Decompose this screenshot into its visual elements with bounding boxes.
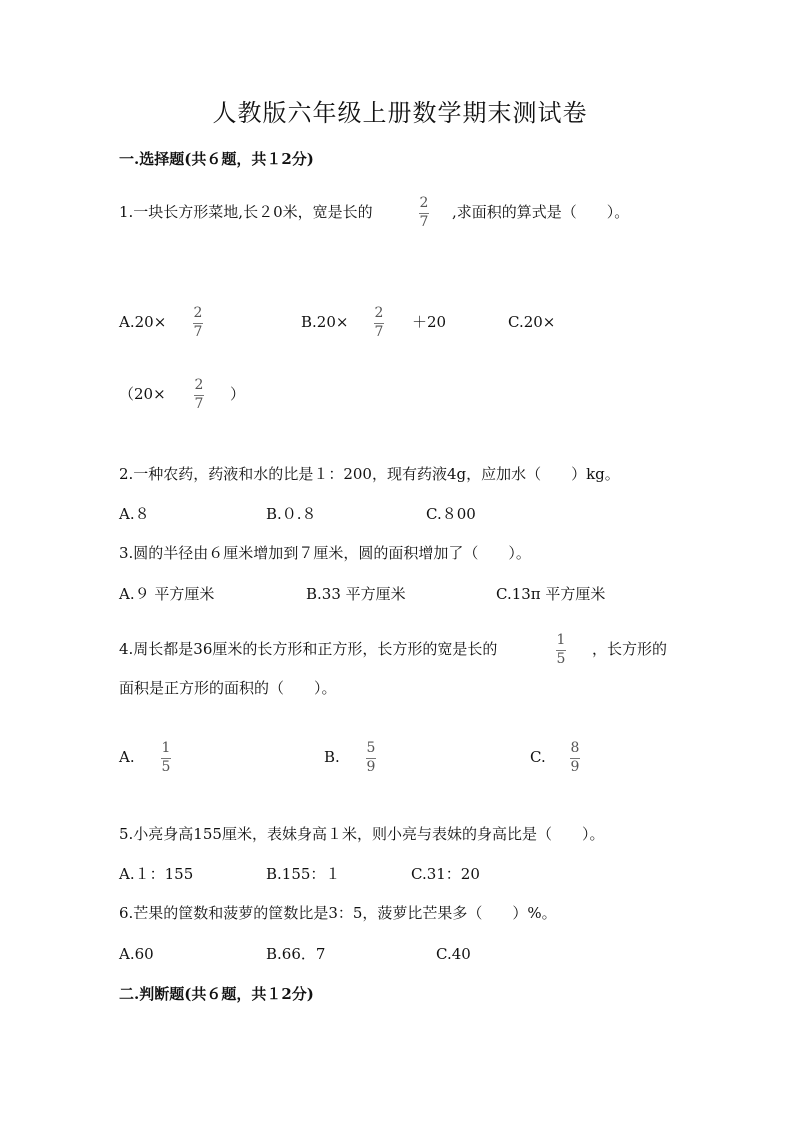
q4-option-a-fraction	[161, 741, 171, 775]
q1-option-c-close: ）	[230, 385, 246, 403]
fraction-numerator: 1	[556, 632, 566, 648]
q5-option-b[interactable]: B.155：１	[266, 865, 341, 883]
q1-option-b[interactable]: B.20×	[301, 313, 349, 331]
q6-stem: 6.芒果的筐数和菠萝的筐数比是3：5，菠萝比芒果多（ ）%。	[119, 904, 557, 922]
q1-fraction-numerator: 2	[419, 195, 429, 211]
fraction-numerator: 2	[374, 305, 384, 321]
q4-fraction	[556, 633, 566, 667]
q4-stem-line2: 面积是正方形的面积的（ ）。	[119, 679, 337, 697]
q1-option-c-fraction	[194, 378, 204, 412]
q2-stem: 2.一种农药，药液和水的比是１：200，现有药液4g，应加水（ ）kg。	[119, 465, 620, 483]
q1-option-b-suffix: ＋20	[412, 313, 447, 331]
fraction-denominator: 9	[366, 759, 376, 775]
fraction-denominator: 5	[161, 759, 171, 775]
q1-fraction-denominator: 7	[419, 214, 429, 230]
fraction-numerator: 8	[570, 740, 580, 756]
q2-option-c[interactable]: C.８00	[426, 505, 476, 523]
fraction-numerator: 2	[193, 305, 203, 321]
fraction-numerator: 2	[194, 377, 204, 393]
q4-option-c[interactable]: C.	[530, 748, 546, 766]
q1-stem-part2: ,求面积的算式是（ ）。	[452, 203, 630, 221]
q3-option-c[interactable]: C.13π 平方厘米	[496, 585, 606, 603]
q4-stem-part2: ，长方形的	[592, 640, 668, 658]
q1-option-a[interactable]: A.20×	[119, 313, 167, 331]
q5-stem: 5.小亮身高155厘米，表妹身高１米，则小亮与表妹的身高比是（ ）。	[119, 825, 605, 843]
page-title: 人教版六年级上册数学期末测试卷	[212, 99, 588, 127]
q5-option-a[interactable]: A.１：155	[119, 865, 194, 883]
q2-option-b[interactable]: B.０.８	[266, 505, 317, 523]
q6-option-b[interactable]: B.66．7	[266, 945, 326, 963]
q3-option-b[interactable]: B.33 平方厘米	[306, 585, 406, 603]
fraction-denominator: 7	[193, 324, 203, 340]
fraction-denominator: 5	[556, 651, 566, 667]
q3-option-a[interactable]: A.９ 平方厘米	[119, 585, 215, 603]
q6-option-a[interactable]: A.60	[119, 945, 154, 963]
section-heading-choice: 一.选择题(共６题，共１2分)	[119, 150, 314, 168]
fraction-denominator: 7	[374, 324, 384, 340]
q5-option-c[interactable]: C.31：20	[411, 865, 480, 883]
q6-option-c[interactable]: C.40	[436, 945, 471, 963]
q4-stem-part1: 4.周长都是36厘米的长方形和正方形，长方形的宽是长的	[119, 640, 498, 658]
q4-option-a[interactable]: A.	[119, 748, 135, 766]
q1-option-c[interactable]: C.20×	[508, 313, 556, 331]
q1-stem-part1: 1.一块长方形菜地,长２0米，宽是长的	[119, 203, 373, 221]
fraction-numerator: 5	[366, 740, 376, 756]
q1-option-b-fraction	[374, 306, 384, 340]
q1-option-a-fraction	[193, 306, 203, 340]
fraction-numerator: 1	[161, 740, 171, 756]
q1-fraction	[419, 196, 429, 230]
fraction-denominator: 9	[570, 759, 580, 775]
q4-option-c-fraction	[570, 741, 580, 775]
section-heading-judgment: 二.判断题(共６题，共１2分)	[119, 985, 314, 1003]
fraction-denominator: 7	[194, 396, 204, 412]
q1-option-c-continued: （20×	[119, 385, 166, 403]
q4-option-b-fraction	[366, 741, 376, 775]
q2-option-a[interactable]: A.８	[119, 505, 150, 523]
q4-option-b[interactable]: B.	[324, 748, 340, 766]
q3-stem: 3.圆的半径由６厘米增加到７厘米，圆的面积增加了（ ）。	[119, 544, 531, 562]
